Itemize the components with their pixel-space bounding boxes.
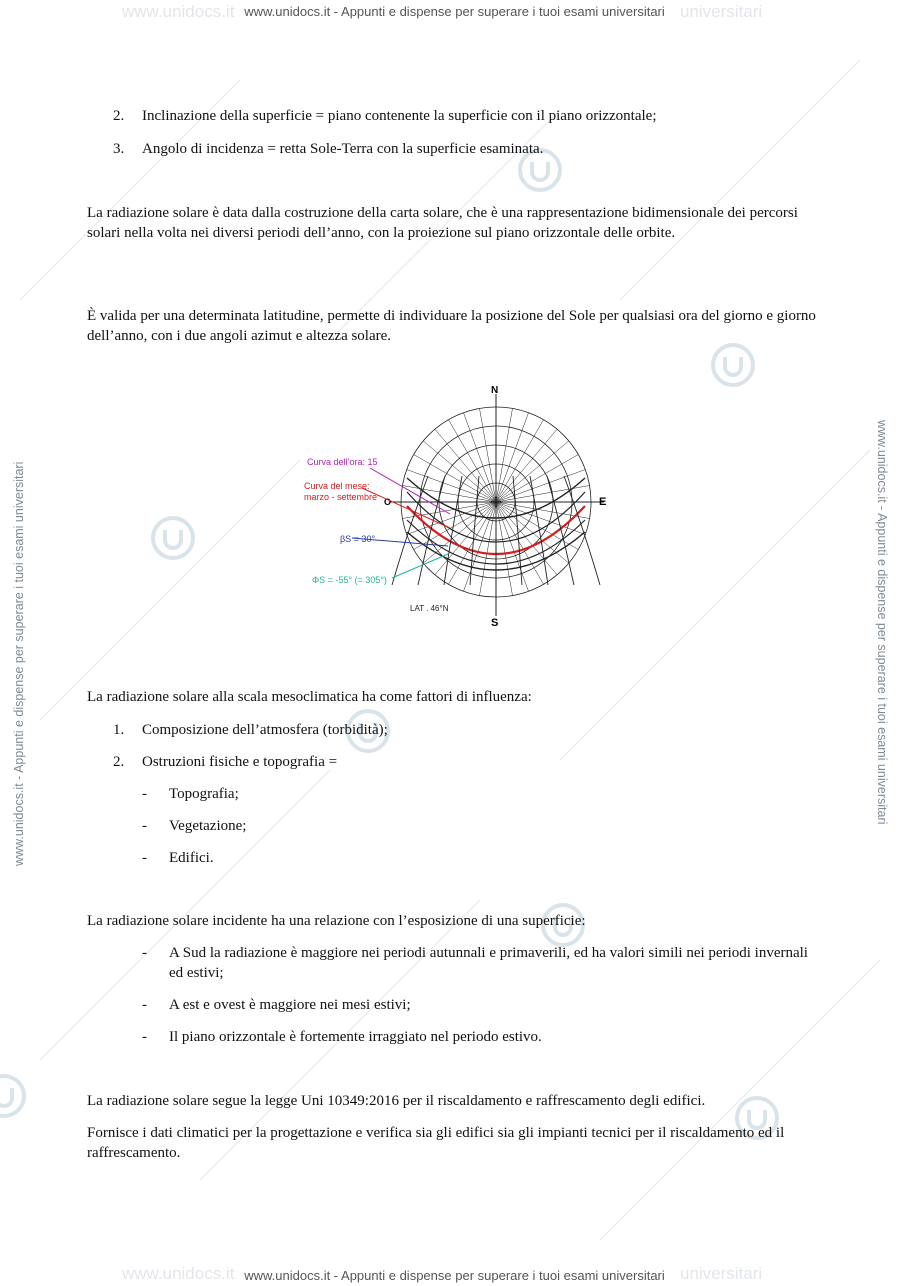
watermark-ghost-right: universitari [680,2,763,21]
compass-south: S [491,617,499,629]
dash-bullet: - [142,945,147,961]
dash-bullet: - [142,818,147,834]
sublist-item [142,995,822,1015]
list-text: Composizione dell’atmosfera (torbidità); [142,722,388,738]
hour-curve [564,476,600,585]
label-hour-curve: Curva dell’ora: 15 [307,457,378,467]
sublist-item [142,943,822,983]
side-watermark-right: www.unidocs.it - Appunti e dispense per superare i tuoi esami universitari [875,420,889,825]
list-item [113,752,813,772]
dash-bullet: - [142,850,147,866]
list-number: 2. [113,108,125,124]
list-item [113,720,813,740]
list-number: 1. [113,722,125,738]
watermark-ghost-left-bottom: www.unidocs.it [122,1264,235,1283]
sublist-item [142,1027,822,1047]
sublist-text: Vegetazione; [169,818,247,834]
hour-curve-leader [370,468,450,514]
sublist-item [142,784,822,804]
label-month-curve-1: Curva del mese: [304,481,370,491]
compass-east: E [599,496,607,508]
paragraph-mesoclimatic: La radiazione solare alla scala mesoclimatica ha come fattori di influenza: [87,689,532,705]
label-phi: ΦS = -55° (= 305°) [312,575,387,585]
hour-curve [392,476,428,585]
watermark-logo-icon [153,518,193,558]
paragraph-exposure: La radiazione solare incidente ha una relazione con l’esposizione di una superficie: [87,913,586,929]
label-latitude: LAT . 46°N [410,604,449,613]
compass-west: O [384,497,392,507]
side-watermark-left: www.unidocs.it - Appunti e dispense per superare i tuoi esami universitari [12,461,26,866]
watermark-ghost-right-bottom: universitari [680,1264,763,1283]
watermark-logo-icon [713,345,753,385]
dash-bullet: - [142,997,147,1013]
list-item [113,106,813,126]
sublist-text: Edifici. [169,850,214,866]
sublist-text: A est e ovest è maggiore nei mesi estivi; [169,997,411,1013]
sublist-text: Topografia; [169,786,239,802]
footer-watermark: www.unidocs.it - Appunti e dispense per superare i tuoi esami universitari [244,1268,665,1283]
sublist-text: Il piano orizzontale è fortemente irraggiato nel periodo estivo. [169,1029,542,1045]
list-number: 3. [113,141,125,157]
watermark-ghost-left: www.unidocs.it [122,2,235,21]
paragraph-uni-law: La radiazione solare segue la legge Uni 10349:2016 per il riscaldamento e raffrescamento degli edifici. [87,1093,706,1109]
sun-path-chart-figure [300,380,620,630]
label-month-curve-2: marzo - settembre [304,492,378,502]
list-item [113,139,813,159]
compass-north: N [491,385,499,396]
sublist-text: A Sud la radiazione è maggiore nei periodi autunnali e primaverili, ed ha valori simili nei periodi invernali ed estivi; [169,945,808,981]
dash-bullet: - [142,1029,147,1045]
paragraph-climate-data: Fornisce i dati climatici per la progettazione e verifica sia gli edifici sia gli impianti tecnici per il riscaldamento ed il raffrescamento. [87,1125,785,1161]
header-watermark: www.unidocs.it - Appunti e dispense per superare i tuoi esami universitari [244,4,665,19]
sublist-item [142,816,822,836]
paragraph-latitude: È valida per una determinata latitudine, permette di individuare la posizione del Sole per qualsiasi ora del giorno e giorno dell’anno, con i due angoli azimut e altezza solare. [87,308,816,344]
paragraph-solar-chart: La radiazione solare è data dalla costruzione della carta solare, che è una rappresentazione bidimensionale dei percorsi solari nella volta nei diversi periodi dell’anno, con la proiezione sul piano orizzontale delle orbite. [87,205,798,241]
watermark-logo-icon [0,1076,24,1116]
list-text: Angolo di incidenza = retta Sole-Terra con la superficie esaminata. [142,141,544,157]
sublist-item [142,848,822,868]
list-text: Ostruzioni fisiche e topografia = [142,754,338,770]
list-number: 2. [113,754,125,770]
label-beta: βS = 30° [340,534,376,544]
sun-path-chart [300,380,620,630]
list-text: Inclinazione della superficie = piano contenente la superficie con il piano orizzontale; [142,108,657,124]
dash-bullet: - [142,786,147,802]
